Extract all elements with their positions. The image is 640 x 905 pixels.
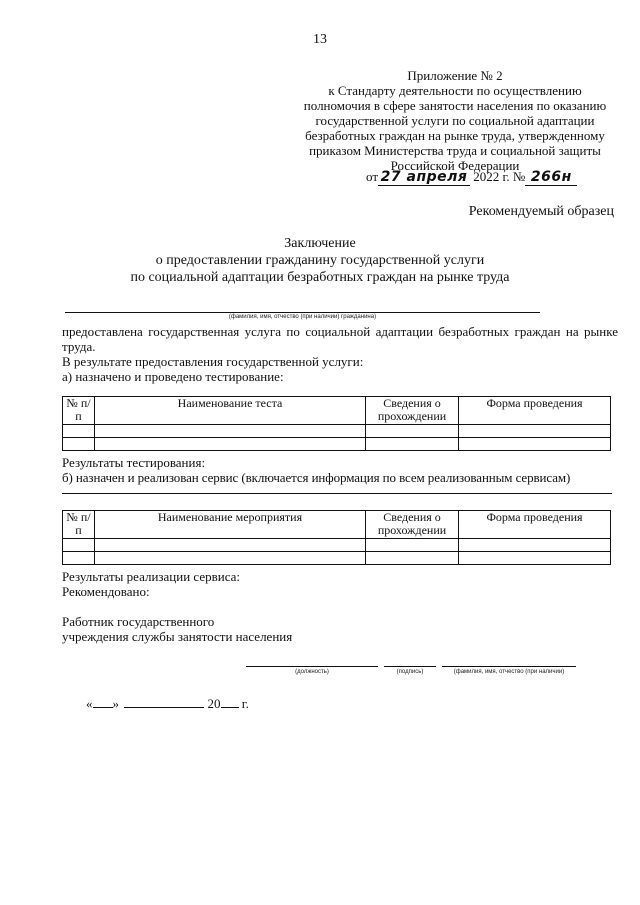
table-cell[interactable] xyxy=(95,438,366,451)
signature-underline xyxy=(384,666,436,667)
table-cell[interactable] xyxy=(459,539,611,552)
year-prefix: 20 xyxy=(207,696,221,711)
table-row xyxy=(63,438,611,451)
table-cell[interactable] xyxy=(63,438,95,451)
fullname-hint: (фамилия, имя, отчество (при наличии) xyxy=(453,669,565,675)
table-header-row xyxy=(63,397,611,425)
page-number: 13 xyxy=(313,32,327,47)
title-line-3: по социальной адаптации безработных граждан на рынке труда xyxy=(130,270,510,285)
item-a-testing: а) назначено и проведено тестирование: xyxy=(62,369,284,384)
appendix-line: приказом Министерства труда и социальной защиты xyxy=(309,143,601,158)
service-results-label: Результаты реализации сервиса: xyxy=(62,569,241,584)
position-hint: (должность) xyxy=(295,669,329,675)
table-row xyxy=(63,425,611,438)
table-cell[interactable] xyxy=(366,552,459,565)
position-underline xyxy=(246,666,378,667)
citizen-name-hint: (фамилия, имя, отчество (при наличии) гражданина) xyxy=(228,314,377,320)
appendix-line: к Стандарту деятельности по осуществлению xyxy=(328,83,582,98)
header-cell-event-name: Наименование мероприятия xyxy=(95,511,366,539)
worker-line-1: Работник государственного xyxy=(62,614,215,629)
appendix-line: полномочия в сфере занятости населения по оказанию xyxy=(303,98,607,113)
close-quote: » xyxy=(112,696,119,711)
table-header-row xyxy=(63,511,611,539)
tests-table xyxy=(62,396,611,451)
table-row xyxy=(63,539,611,552)
fullname-underline xyxy=(442,666,576,667)
service-underline xyxy=(62,493,612,494)
table-row xyxy=(63,552,611,565)
table-cell[interactable] xyxy=(63,552,95,565)
appendix-line: государственной услуги по социальной адаптации xyxy=(315,113,595,128)
title-line-1: Заключение xyxy=(284,236,356,251)
header-cell-form: Форма проведения xyxy=(459,511,611,539)
item-b-service: б) назначен и реализован сервис (включается информация по всем реализованным сервисам) xyxy=(62,470,571,485)
recommended-label: Рекомендовано: xyxy=(62,584,150,599)
date-prefix: от xyxy=(366,169,379,184)
result-intro: В результате предоставления государственной услуги: xyxy=(62,354,364,369)
handwritten-number: 266н xyxy=(530,169,572,185)
appendix-line: безработных граждан на рынке труда, утвержденному xyxy=(305,128,605,143)
appendix-line: Приложение № 2 xyxy=(407,68,503,83)
appendix-header xyxy=(290,68,620,173)
table-cell[interactable] xyxy=(95,539,366,552)
date-line xyxy=(86,696,249,711)
table-cell[interactable] xyxy=(459,425,611,438)
table-cell[interactable] xyxy=(366,425,459,438)
day-field[interactable] xyxy=(93,707,113,708)
year-field[interactable] xyxy=(221,707,239,708)
table-cell[interactable] xyxy=(95,425,366,438)
table-cell[interactable] xyxy=(366,539,459,552)
document-title xyxy=(0,235,640,286)
recommended-sample-label: Рекомендуемый образец xyxy=(468,204,614,219)
handwritten-number-field xyxy=(525,169,577,186)
header-cell-completion: Сведения о прохождении xyxy=(366,511,459,539)
header-cell-test-name: Наименование теста xyxy=(95,397,366,425)
open-quote: « xyxy=(86,696,93,711)
table-cell[interactable] xyxy=(63,539,95,552)
date-suffix: 2022 г. № xyxy=(473,169,526,184)
header-cell-form: Форма проведения xyxy=(459,397,611,425)
table-cell[interactable] xyxy=(63,425,95,438)
header-cell-number: № п/п xyxy=(63,397,95,425)
worker-line-2: учреждения службы занятости населения xyxy=(62,629,293,644)
handwritten-date-field xyxy=(378,169,470,186)
header-cell-number: № п/п xyxy=(63,511,95,539)
citizen-name-underline xyxy=(65,312,540,313)
handwritten-date: 27 апреля xyxy=(380,169,468,185)
appendix-line: Российской Федерации xyxy=(390,158,520,173)
title-line-2: о предоставлении гражданину государственной услуги xyxy=(155,253,485,268)
table-cell[interactable] xyxy=(459,438,611,451)
table-cell[interactable] xyxy=(459,552,611,565)
test-results-label: Результаты тестирования: xyxy=(62,455,206,470)
events-table xyxy=(62,510,611,565)
year-suffix: г. xyxy=(241,696,249,711)
order-date-line xyxy=(366,169,577,186)
table-cell[interactable] xyxy=(366,438,459,451)
signature-hint: (подпись) xyxy=(396,669,424,675)
month-field[interactable] xyxy=(124,707,204,708)
header-cell-completion: Сведения о прохождении xyxy=(366,397,459,425)
provided-paragraph: предоставлена государственная услуга по социальной адаптации безработных граждан на рынке труда. xyxy=(62,324,618,354)
table-cell[interactable] xyxy=(95,552,366,565)
